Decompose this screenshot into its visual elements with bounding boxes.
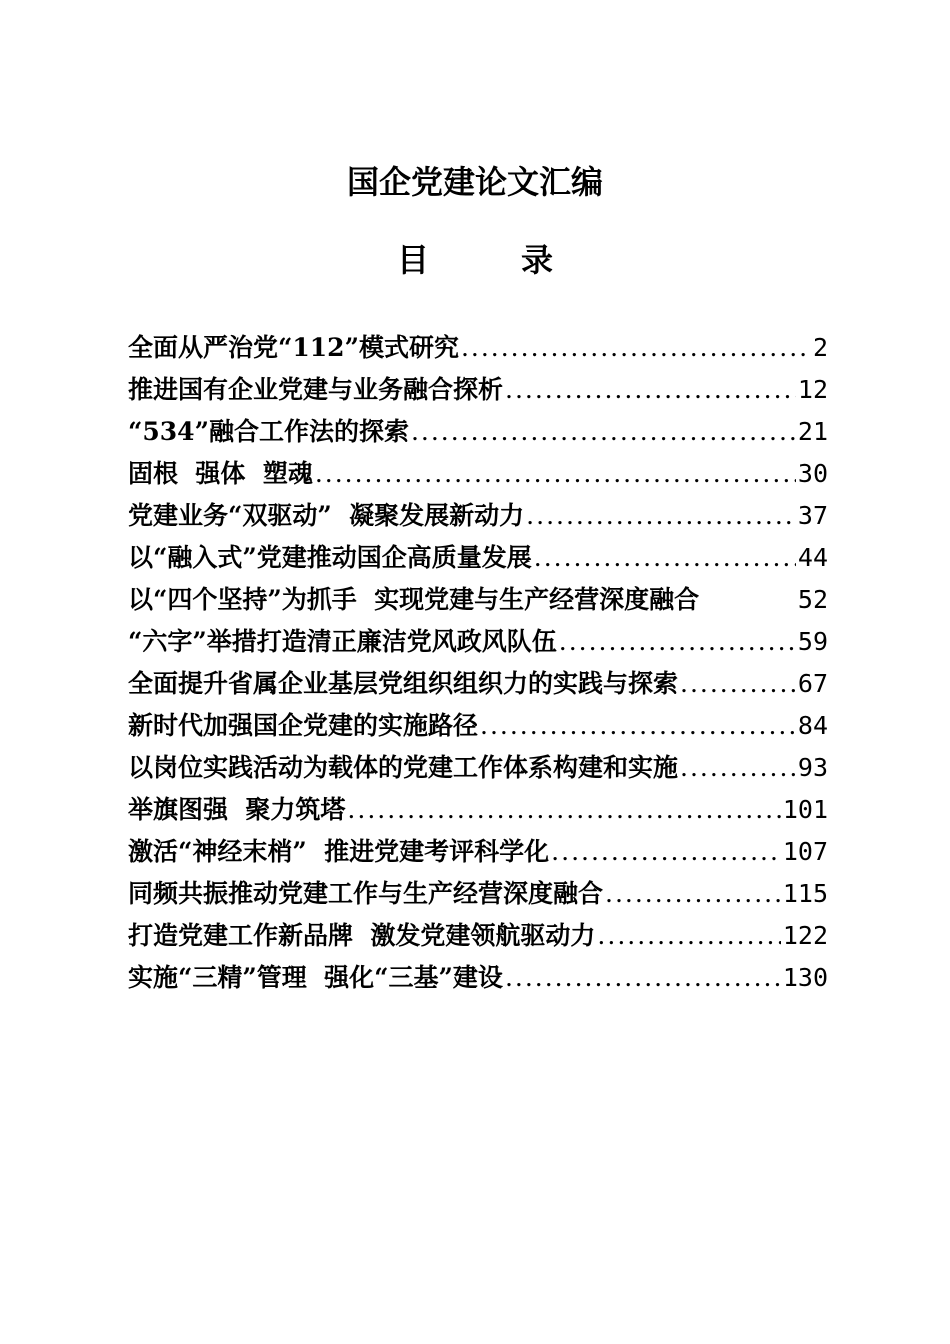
toc-entry[interactable] — [128, 537, 828, 579]
toc-dot-leader — [680, 663, 796, 705]
toc-dot-leader — [505, 369, 796, 411]
toc-entry-page: 52 — [797, 585, 828, 614]
toc-entry-page: 67 — [797, 669, 828, 698]
toc-entry[interactable] — [128, 369, 828, 411]
toc-entry-page: 115 — [782, 879, 828, 908]
toc-dot-leader — [461, 327, 811, 369]
toc-dot-leader — [597, 915, 780, 957]
toc-entry[interactable] — [128, 621, 828, 663]
toc-dot-leader — [534, 537, 796, 579]
toc-entry[interactable] — [128, 327, 828, 369]
toc-entry-page: 130 — [782, 963, 828, 992]
toc-entry-title: 党建业务“双驱动” 凝聚发展新动力 — [128, 501, 525, 530]
toc-entry-title: 固根 强体 塑魂 — [128, 459, 313, 488]
toc-entry-title: 新时代加强国企党建的实施路径 — [128, 711, 479, 740]
toc-entry[interactable] — [128, 831, 828, 873]
toc-entry-title: 举旗图强 聚力筑塔 — [128, 795, 346, 824]
toc-entry-page: 12 — [797, 375, 828, 404]
toc-entry-page: 44 — [797, 543, 828, 572]
toc-entry-title: 以“融入式”党建推动国企高质量发展 — [128, 543, 532, 572]
toc-entry-page: 84 — [797, 711, 828, 740]
toc-entry-title: 以岗位实践活动为载体的党建工作体系构建和实施 — [128, 753, 679, 782]
toc-entry-title: 以“四个坚持”为抓手 实现党建与生产经营深度融合 — [128, 585, 700, 614]
toc-dot-leader — [526, 495, 796, 537]
document-title: 国企党建论文汇编 — [346, 163, 603, 201]
toc-entry-title: 打造党建工作新品牌 激发党建领航驱动力 — [128, 921, 596, 950]
toc-entry-page: 122 — [782, 921, 828, 950]
toc-entry-title: 同频共振推动党建工作与生产经营深度融合 — [128, 879, 604, 908]
toc-entry[interactable] — [128, 663, 828, 705]
toc-entry-title: 实施“三精”管理 强化“三基”建设 — [128, 963, 503, 992]
toc-entry-page: 107 — [782, 837, 828, 866]
toc-dot-leader — [480, 705, 796, 747]
toc-entry-title: “534”融合工作法的探索 — [128, 417, 409, 446]
toc-entry[interactable] — [128, 915, 828, 957]
toc-entry[interactable] — [128, 495, 828, 537]
toc-entry-page: 93 — [797, 753, 828, 782]
toc-entry[interactable] — [128, 579, 828, 621]
toc-entry-title: “六字”举措打造清正廉洁党风政风队伍 — [128, 627, 557, 656]
toc-dot-leader — [680, 747, 796, 789]
toc-dot-leader — [411, 411, 796, 453]
toc-entry-page: 2 — [812, 333, 828, 362]
toc-entry-title: 推进国有企业党建与业务融合探析 — [128, 375, 504, 404]
toc-entry-title: 全面从严治党“112”模式研究 — [128, 333, 459, 362]
toc-entry[interactable] — [128, 705, 828, 747]
toc-entry-title: 全面提升省属企业基层党组织组织力的实践与探索 — [128, 669, 679, 698]
toc-entry[interactable] — [128, 957, 828, 999]
toc-entry-page: 30 — [797, 459, 828, 488]
toc-dot-leader — [605, 873, 781, 915]
toc-entry[interactable] — [128, 789, 828, 831]
toc-dot-leader — [315, 453, 796, 495]
toc-entry-page: 21 — [797, 417, 828, 446]
toc-entry[interactable] — [128, 453, 828, 495]
toc-dot-leader — [347, 789, 780, 831]
toc-dot-leader — [505, 957, 781, 999]
toc-dot-leader — [551, 831, 781, 873]
toc-entry-page: 101 — [782, 795, 828, 824]
toc-entry-page: 59 — [797, 627, 828, 656]
toc-entry-title: 激活“神经末梢” 推进党建考评科学化 — [128, 837, 550, 866]
toc-dot-leader — [559, 621, 796, 663]
table-of-contents — [128, 327, 828, 999]
toc-entry[interactable] — [128, 411, 828, 453]
toc-heading: 目 录 — [396, 241, 583, 279]
toc-entry-page: 37 — [797, 501, 828, 530]
toc-entry[interactable] — [128, 873, 828, 915]
toc-entry[interactable] — [128, 747, 828, 789]
